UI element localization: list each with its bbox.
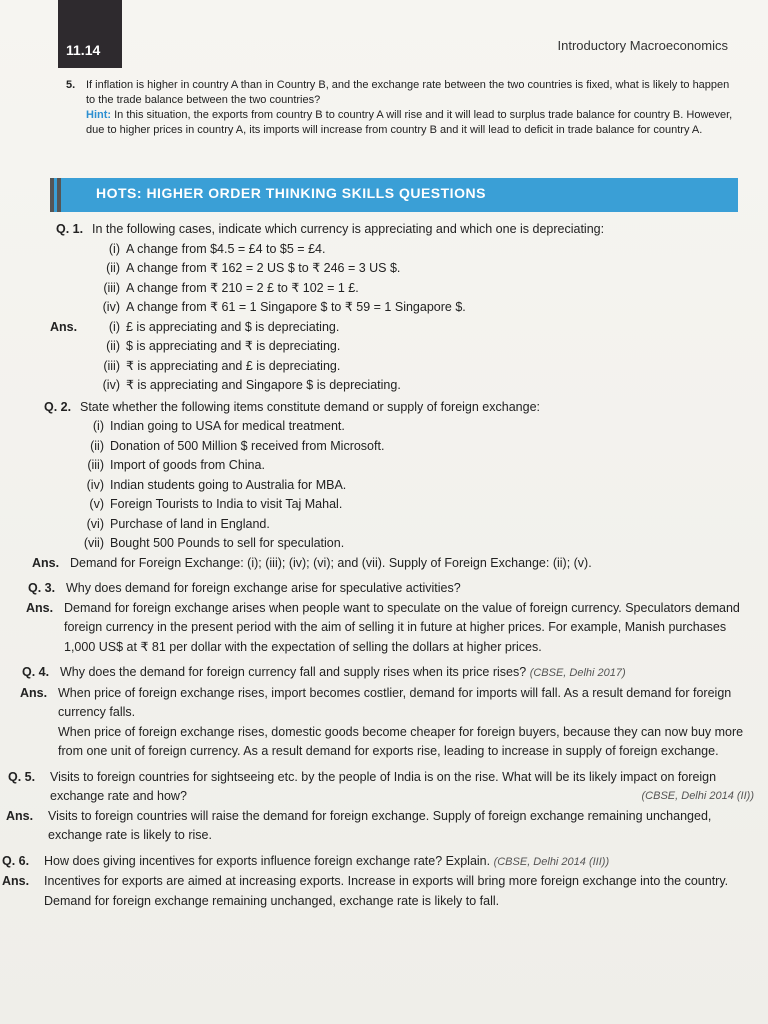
q5-text: If inflation is higher in country A than in Country B, and the exchange rate between the two countries is fixed, what is likely to happen to the trade balance between the two countries? [86,79,730,106]
questions-content [0,220,768,911]
item-text: A change from ₹ 61 = 1 Singapore $ to ₹ 59 = 1 Singapore $. [126,300,466,314]
q4 [0,663,752,684]
ans-text: Demand for Foreign Exchange: (i); (iii); (iv); (vi); and (vii). Supply of Foreign Exchange: (ii); (v). [70,555,592,570]
q2 [0,398,768,418]
roman: (i) [108,241,120,256]
item-text: Donation of 500 Million $ received from Microsoft. [110,438,385,453]
list-item [92,259,768,279]
list-item [76,476,768,496]
hots-banner [50,178,738,212]
q6 [0,852,758,873]
q3 [0,579,768,599]
q4-citation: (CBSE, Delhi 2017) [529,667,626,679]
ans-text: When price of foreign exchange rises, import becomes costlier, demand for imports will fall. As a result demand for foreign currency falls. [58,685,732,719]
roman: (iii) [103,280,120,295]
q2-items [0,417,768,554]
ans-label: Ans. [6,808,34,823]
q5-number: 5. [66,79,76,91]
roman: (v) [89,497,104,511]
q4-text: Why does the demand for foreign currency fall and supply rises when its price rises? [60,665,527,679]
item-text: ₹ is appreciating and Singapore $ is depreciating. [126,378,401,392]
list-item [76,515,768,535]
q6-answer [0,872,758,911]
item-text: Bought 500 Pounds to sell for speculation. [110,536,345,550]
q1 [0,220,768,240]
ans-text: Demand for foreign exchange arises when people want to speculate on the value of foreign currency. Speculators demand foreign currency in the present period with the aim of selling it in future at higher prices. For example, Manish purchases 1,000 US$ at ₹ 81 per dollar with the expectation of selling the dollars at higher prices. [64,600,740,654]
item-text: Foreign Tourists to India to visit Taj Mahal. [110,497,343,511]
q6-text: How does giving incentives for exports influence foreign exchange rate? Explain. [44,853,491,868]
q5b-citation: (CBSE, Delhi 2014 (II)) [641,790,754,802]
q6-citation: (CBSE, Delhi 2014 (III)) [493,855,610,868]
roman: (ii) [106,261,120,275]
q1-answer [0,318,768,396]
roman: (iii) [87,458,104,472]
q2-number: Q. 2. [44,399,72,414]
list-item [92,279,768,299]
list-item [76,495,768,515]
roman: (vii) [83,536,104,550]
item-text: $ is appreciating and ₹ is depreciating. [126,339,341,353]
item-text: ₹ is appreciating and £ is depreciating. [126,358,341,373]
roman: (i) [92,419,104,433]
q1-items [0,240,768,318]
q6-number: Q. 6. [2,853,30,868]
item-text: A change from $4.5 = £4 to $5 = £4. [126,241,326,256]
banner-bars-icon [50,178,68,212]
q3-answer [0,599,752,658]
list-item [76,534,768,554]
page-number-tab [58,0,122,68]
roman: (ii) [90,438,104,453]
ans-text: Visits to foreign countries will raise the demand for foreign exchange. Supply of foreign exchange remaining unchanged, exchange rate is likely to rise. [48,808,712,842]
list-item [76,417,768,437]
roman: (vi) [86,516,104,531]
list-item [92,240,768,260]
item-text: Indian students going to Australia for MBA. [110,477,347,492]
roman: (i) [108,319,120,334]
roman: (iv) [102,378,120,392]
item-text: Import of goods from China. [110,458,265,472]
item-text: £ is appreciating and $ is depreciating. [126,319,340,334]
roman: (ii) [106,339,120,353]
q3-text: Why does demand for foreign exchange arise for speculative activities? [66,581,461,595]
q2-answer [0,554,768,574]
list-item [92,337,768,357]
q5b-text: Visits to foreign countries for sightseeing etc. by the people of India is on the rise. What will be its likely impact on foreign exchange rate and how? [50,769,717,803]
q1-number: Q. 1. [56,222,84,236]
book-title: Introductory Macroeconomics [557,38,728,53]
q2-text: State whether the following items constitute demand or supply of foreign exchange: [80,399,540,414]
ans-text: Incentives for exports are aimed at increasing exports. Increase in exports will bring more foreign exchange into the country. Demand for foreign exchange remaining unchanged, exchange rate is likely to fall. [44,874,729,908]
list-item [92,298,768,318]
q5b-number: Q. 5. [8,769,36,784]
ans-label: Ans. [50,319,78,334]
list-item [76,456,768,476]
q1-text: In the following cases, indicate which currency is appreciating and which one is depreciating: [92,222,605,236]
ans-label: Ans. [20,685,48,700]
ans-label: Ans. [26,600,54,615]
q4-answer [0,684,754,762]
question-5-block [66,78,736,138]
item-text: Indian going to USA for medical treatment. [110,419,345,433]
ans-text-2: When price of foreign exchange rises, domestic goods become cheaper for foreign buyers, because they can now buy more from one unit of foreign currency. As a result demand for exports rise, leading to increase in supply of foreign exchange. [58,724,744,758]
roman: (iv) [102,300,120,314]
q5-answer [0,807,756,846]
ans-label: Ans. [2,874,30,888]
hint-text: In this situation, the exports from country B to country A will rise and it will lead to surplus trade balance for country B. However, due to higher prices in country A, its imports will increase from country B and it will lead to deficit in trade balance for country A. [86,109,733,136]
list-item [76,437,768,457]
roman: (iii) [103,358,120,373]
ans-label: Ans. [32,555,60,570]
list-item [92,357,768,377]
q5-question [0,768,754,807]
item-text: Purchase of land in England. [110,516,270,531]
list-item [92,318,768,338]
item-text: A change from ₹ 210 = 2 £ to ₹ 102 = 1 £. [126,280,359,295]
q3-number: Q. 3. [28,581,56,595]
banner-title: HOTS: HIGHER ORDER THINKING SKILLS QUESTIONS [96,185,486,201]
q4-number: Q. 4. [22,665,50,679]
item-text: A change from ₹ 162 = 2 US $ to ₹ 246 = 3 US $. [126,261,401,275]
page-number: 11.14 [66,42,101,58]
hint-label: Hint: [86,109,112,121]
list-item [92,376,768,396]
roman: (iv) [86,477,104,492]
